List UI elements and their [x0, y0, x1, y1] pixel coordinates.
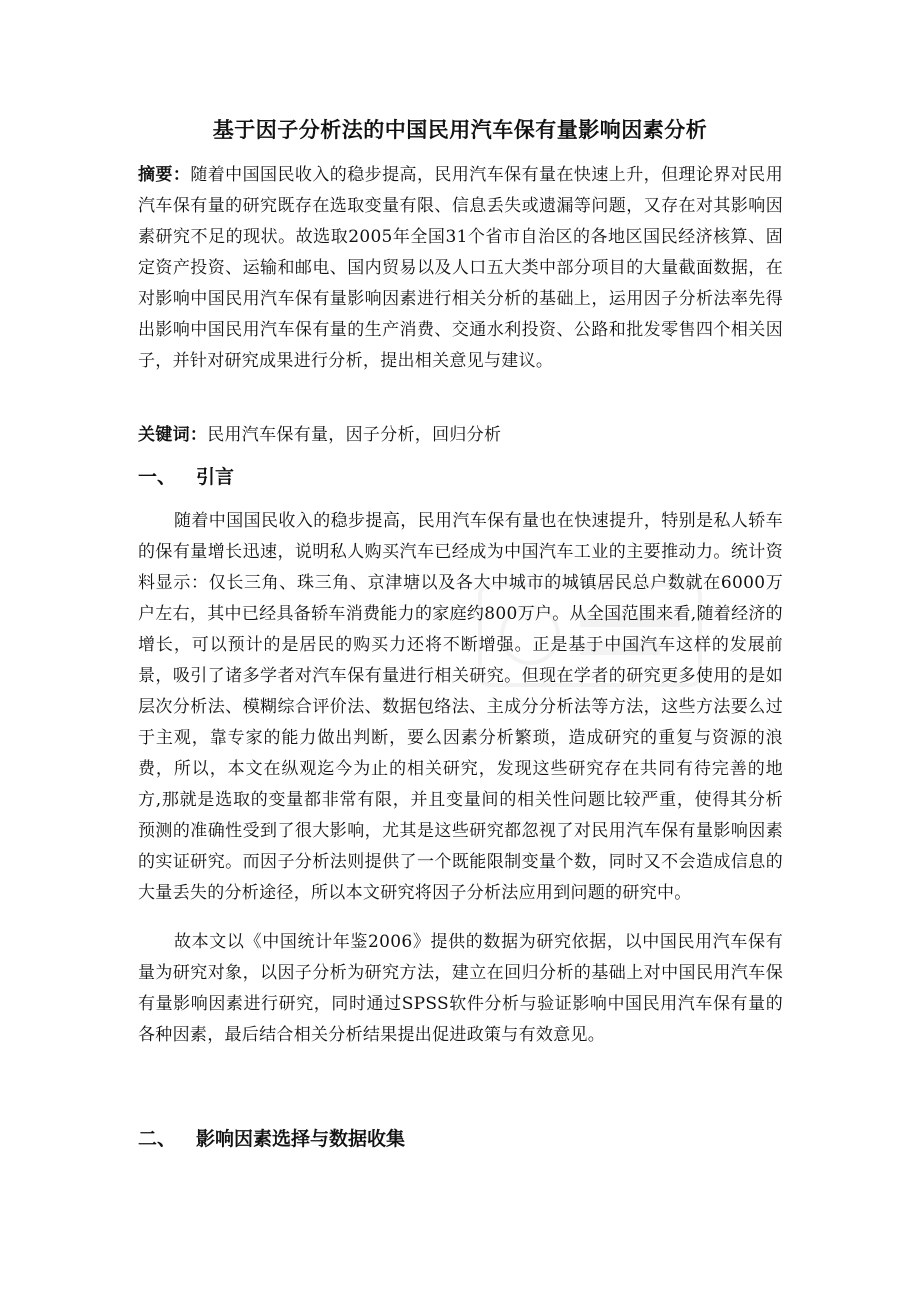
keywords [138, 420, 783, 451]
section-1-number: 一、 [138, 466, 177, 488]
abstract-label: 摘要： [138, 165, 191, 185]
section-heading-1 [138, 462, 234, 489]
keywords-text: 民用汽车保有量，因子分析，回归分析 [207, 425, 502, 445]
section-2-number: 二、 [138, 1128, 177, 1150]
section-1-paragraph-1: 随着中国国民收入的稳步提高，民用汽车保有量也在快速提升，特别是私人轿车的保有量增长迅速，说明私人购买汽车已经成为中国汽车工业的主要推动力。统计资料显示：仅长三角、珠三角、京津塘以及各大中城市的城镇居民总户数就在6000万户左右，其中已经具备轿车消费能力的家庭约800万户。从全国范围来看,随着经济的增长，可以预计的是居民的购买力还将不断增强。正是基于中国汽车这样的发展前景，吸引了诸多学者对汽车保有量进行相关研究。但现在学者的研究更多使用的是如层次分析法、模糊综合评价法、数据包络法、主成分分析法等方法，这些方法要么过于主观，靠专家的能力做出判断，要么因素分析繁琐，造成研究的重复与资源的浪费，所以，本文在纵观迄今为止的相关研究，发现这些研究存在共同有待完善的地方,那就是选取的变量都非常有限，并且变量间的相关性问题比较严重，使得其分析预测的准确性受到了很大影响，尤其是这些研究都忽视了对民用汽车保有量影响因素的实证研究。而因子分析法则提供了一个既能限制变量个数，同时又不会造成信息的大量丢失的分析途径，所以本文研究将因子分析法应用到问题的研究中。 [138, 511, 783, 903]
section-1-paragraph-2: 故本文以《中国统计年鉴2006》提供的数据为研究依据，以中国民用汽车保有量为研究对象，以因子分析为研究方法，建立在回归分析的基础上对中国民用汽车保有量影响因素进行研究，同时通过SPSS软件分析与验证影响中国民用汽车保有量的各种因素，最后结合相关分析结果提出促进政策与有效意见。 [138, 932, 783, 1045]
keywords-label: 关键词： [138, 425, 208, 445]
paper-title: 基于因子分析法的中国民用汽车保有量影响因素分析 [212, 118, 708, 142]
section-1-title: 引言 [196, 466, 235, 488]
section-heading-2 [138, 1124, 405, 1151]
abstract-text: 随着中国国民收入的稳步提高，民用汽车保有量在快速上升，但理论界对民用汽车保有量的研究既存在选取变量有限、信息丢失或遗漏等问题，又存在对其影响因素研究不足的现状。故选取2005年全国31个省市自治区的各地区国民经济核算、固定资产投资、运输和邮电、国内贸易以及人口五大类中部分项目的大量截面数据，在对影响中国民用汽车保有量影响因素进行相关分析的基础上，运用因子分析法率先得出影响中国民用汽车保有量的生产消费、交通水利投资、公路和批发零售四个相关因子，并针对研究成果进行分析，提出相关意见与建议。 [138, 165, 783, 371]
abstract [138, 160, 783, 377]
section-2-title: 影响因素选择与数据收集 [196, 1128, 406, 1150]
